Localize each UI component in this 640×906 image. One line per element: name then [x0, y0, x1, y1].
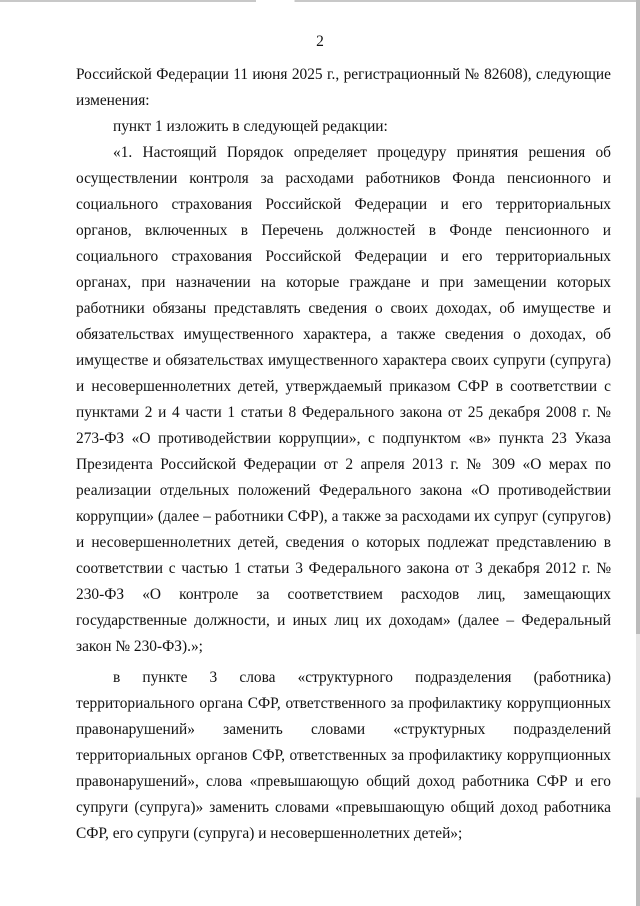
scan-right-edge — [636, 0, 640, 906]
paragraph-point-1-text: «1. Настоящий Порядок определяет процедуру принятия решения об осуществлении контроля за расходами работников Фонда пенсионного и социального страхования Российской Федерации и его территориальных органов, включенных в Перечень должностей в Фонде пенсионного и социального страхования Российской Федерации и его территориальных органах, при назначении на которые граждане и при замещении которых работники обязаны представлять сведения о своих доходах, об имуществе и обязательствах имущественного характера, а также сведения о доходах, об имуществе и обязательствах имущественного характера своих супруги (супруга) и несовершеннолетних детей, утверждаемый приказом СФР в соответствии с пунктами 2 и 4 части 1 статьи 8 Федерального закона от 25 декабря 2008 г. № 273-ФЗ «О противодействии коррупции», с подпунктом «в» пункта 23 Указа Президента Российской Федерации от 2 апреля 2013 г. № 309 «О мерах по реализации отдельных положений Федерального закона «О противодействии коррупции» (далее – работники СФР), а также за расходами их супруг (супругов) и несовершеннолетних детей, сведения о которых подлежат представлению в соответствии с частью 1 статьи 3 Федерального закона от 3 декабря 2012 г. № 230-ФЗ «О контроле за соответствием расходов лиц, замещающих государственные должности, и иных лиц их доходам» (далее – Федеральный закон № 230-ФЗ).»; — [76, 144, 611, 655]
page-number: 2 — [316, 33, 324, 50]
document-body — [76, 62, 611, 847]
paragraph-continuation: Российской Федерации 11 июня 2025 г., регистрационный № 82608), следующие изменения: — [76, 66, 611, 109]
scan-top-edge — [0, 0, 640, 2]
paragraph-point-3-change: в пункте 3 слова «структурного подразделения (работника) территориального органа СФР, ответственного за профилактику коррупционных правонарушений» заменить словами «структурных подразделений территориальных органов СФР, ответственных за профилактику коррупционных правонарушений», слова «превышающую общий доход работника СФР и его супруги (супруга)» заменить словами «превышающую общий доход работника СФР, его супруги (супруга) и несовершеннолетних детей»; — [76, 669, 611, 842]
paragraph-point-1-intro: пункт 1 изложить в следующей редакции: — [113, 118, 388, 135]
